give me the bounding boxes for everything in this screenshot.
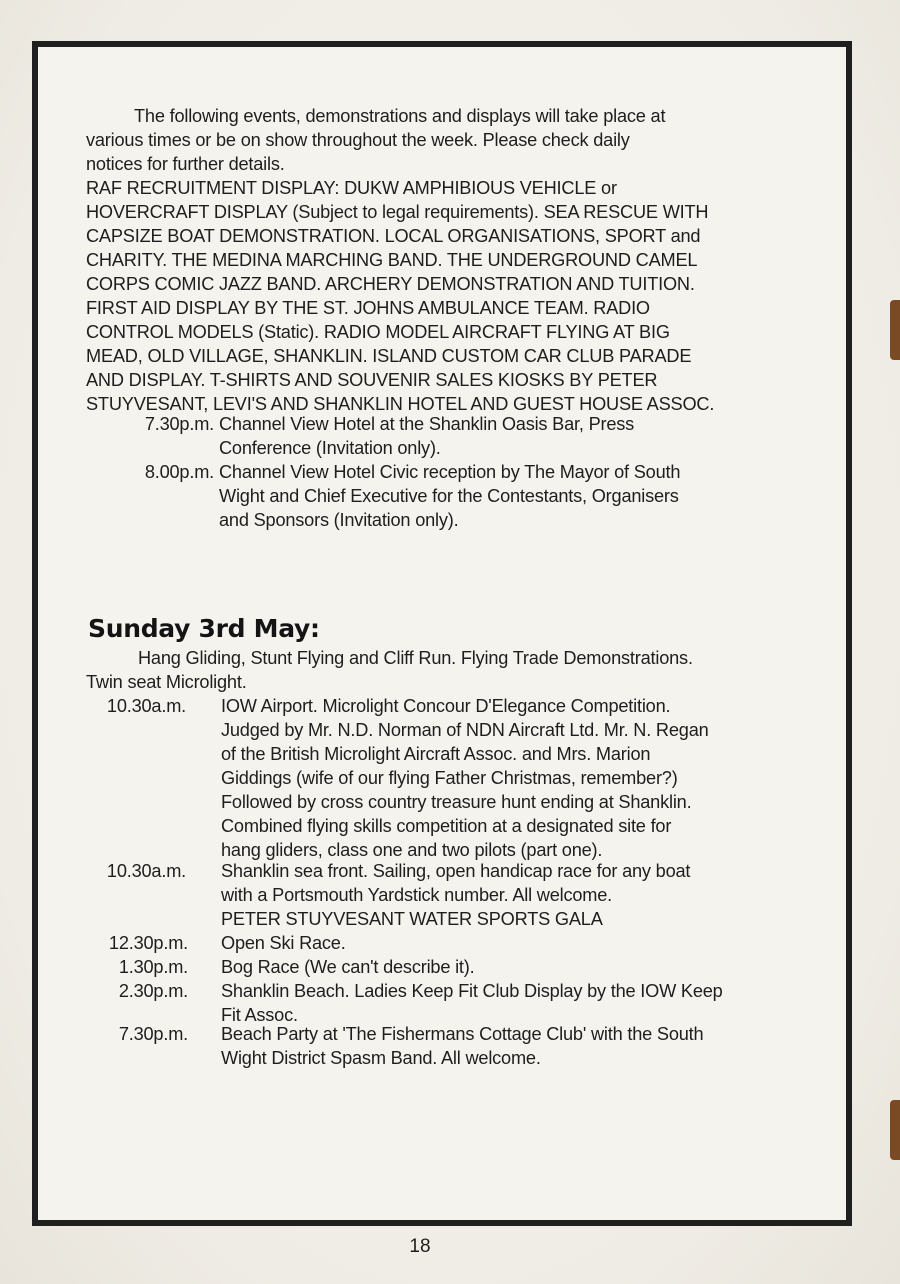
event-description bbox=[221, 694, 821, 862]
intro-line: various times or be on show throughout the week. Please check daily bbox=[86, 130, 630, 150]
event-line: Wight District Spasm Band. All welcome. bbox=[221, 1048, 541, 1068]
event-line: Conference (Invitation only). bbox=[219, 438, 441, 458]
event-line: of the British Microlight Aircraft Assoc. and Mrs. Marion bbox=[221, 744, 651, 764]
event-line: with a Portsmouth Yardstick number. All welcome. bbox=[221, 885, 613, 905]
event-line: Fit Assoc. bbox=[221, 1005, 298, 1025]
event-time: 1.30p.m. bbox=[118, 957, 188, 977]
event-line: Giddings (wife of our flying Father Christmas, remember?) bbox=[221, 768, 678, 788]
sunday-intro-line: Twin seat Microlight. bbox=[86, 672, 247, 692]
event-description bbox=[219, 412, 819, 460]
displays-line: MEAD, OLD VILLAGE, SHANKLIN. ISLAND CUSTOM CAR CLUB PARADE bbox=[86, 346, 692, 366]
event-line: Combined flying skills competition at a designated site for bbox=[221, 816, 672, 836]
event-description bbox=[221, 859, 821, 931]
displays-paragraph bbox=[86, 176, 816, 416]
displays-line: RAF RECRUITMENT DISPLAY: DUKW AMPHIBIOUS VEHICLE or bbox=[86, 178, 617, 198]
displays-line: CORPS COMIC JAZZ BAND. ARCHERY DEMONSTRATION AND TUITION. bbox=[86, 274, 695, 294]
event-line: IOW Airport. Microlight Concour D'Elegance Competition. bbox=[221, 696, 671, 716]
event-line: Shanklin sea front. Sailing, open handicap race for any boat bbox=[221, 861, 691, 881]
event-time: 10.30a.m. bbox=[106, 861, 186, 881]
event-line: hang gliders, class one and two pilots (part one). bbox=[221, 840, 603, 860]
intro-paragraph bbox=[86, 104, 816, 176]
event-line: Followed by cross country treasure hunt ending at Shanklin. bbox=[221, 792, 692, 812]
intro-line: notices for further details. bbox=[86, 154, 285, 174]
displays-line: CAPSIZE BOAT DEMONSTRATION. LOCAL ORGANISATIONS, SPORT and bbox=[86, 226, 701, 246]
displays-line: STUYVESANT, LEVI'S AND SHANKLIN HOTEL AND GUEST HOUSE ASSOC. bbox=[86, 394, 715, 414]
displays-line: AND DISPLAY. T-SHIRTS AND SOUVENIR SALES KIOSKS BY PETER bbox=[86, 370, 658, 390]
displays-line: HOVERCRAFT DISPLAY (Subject to legal requirements). SEA RESCUE WITH bbox=[86, 202, 709, 222]
event-line: PETER STUYVESANT WATER SPORTS GALA bbox=[221, 909, 603, 929]
event-line: Beach Party at 'The Fishermans Cottage Club' with the South bbox=[221, 1024, 704, 1044]
event-line: Wight and Chief Executive for the Contestants, Organisers bbox=[219, 486, 679, 506]
event-line: Shanklin Beach. Ladies Keep Fit Club Display by the IOW Keep bbox=[221, 981, 723, 1001]
event-description bbox=[221, 1022, 821, 1070]
displays-line: CONTROL MODELS (Static). RADIO MODEL AIRCRAFT FLYING AT BIG bbox=[86, 322, 670, 342]
page-number: 18 bbox=[409, 1236, 431, 1257]
event-description bbox=[221, 979, 821, 1027]
sunday-intro bbox=[86, 646, 816, 694]
event-time: 10.30a.m. bbox=[106, 696, 186, 716]
page-edge-stain bbox=[890, 1100, 900, 1160]
displays-line: CHARITY. THE MEDINA MARCHING BAND. THE UNDERGROUND CAMEL bbox=[86, 250, 698, 270]
sunday-intro-line: Hang Gliding, Stunt Flying and Cliff Run. Flying Trade Demonstrations. bbox=[138, 648, 693, 668]
event-time: 7.30p.m. bbox=[118, 1024, 188, 1044]
section-heading: Sunday 3rd May: bbox=[88, 614, 320, 643]
displays-line: FIRST AID DISPLAY BY THE ST. JOHNS AMBULANCE TEAM. RADIO bbox=[86, 298, 650, 318]
event-line: Channel View Hotel at the Shanklin Oasis Bar, Press bbox=[219, 414, 635, 434]
event-line: and Sponsors (Invitation only). bbox=[219, 510, 459, 530]
event-time: 8.00p.m. bbox=[144, 462, 214, 482]
event-description bbox=[221, 955, 821, 979]
event-description bbox=[219, 460, 819, 532]
page-edge-stain bbox=[890, 300, 900, 360]
event-line: Open Ski Race. bbox=[221, 933, 346, 953]
event-time: 12.30p.m. bbox=[108, 933, 188, 953]
event-line: Channel View Hotel Civic reception by The Mayor of South bbox=[219, 462, 681, 482]
event-line: Judged by Mr. N.D. Norman of NDN Aircraft Ltd. Mr. N. Regan bbox=[221, 720, 709, 740]
intro-line: The following events, demonstrations and displays will take place at bbox=[134, 106, 666, 126]
event-time: 2.30p.m. bbox=[118, 981, 188, 1001]
event-description bbox=[221, 931, 821, 955]
event-line: Bog Race (We can't describe it). bbox=[221, 957, 475, 977]
event-time: 7.30p.m. bbox=[144, 414, 214, 434]
